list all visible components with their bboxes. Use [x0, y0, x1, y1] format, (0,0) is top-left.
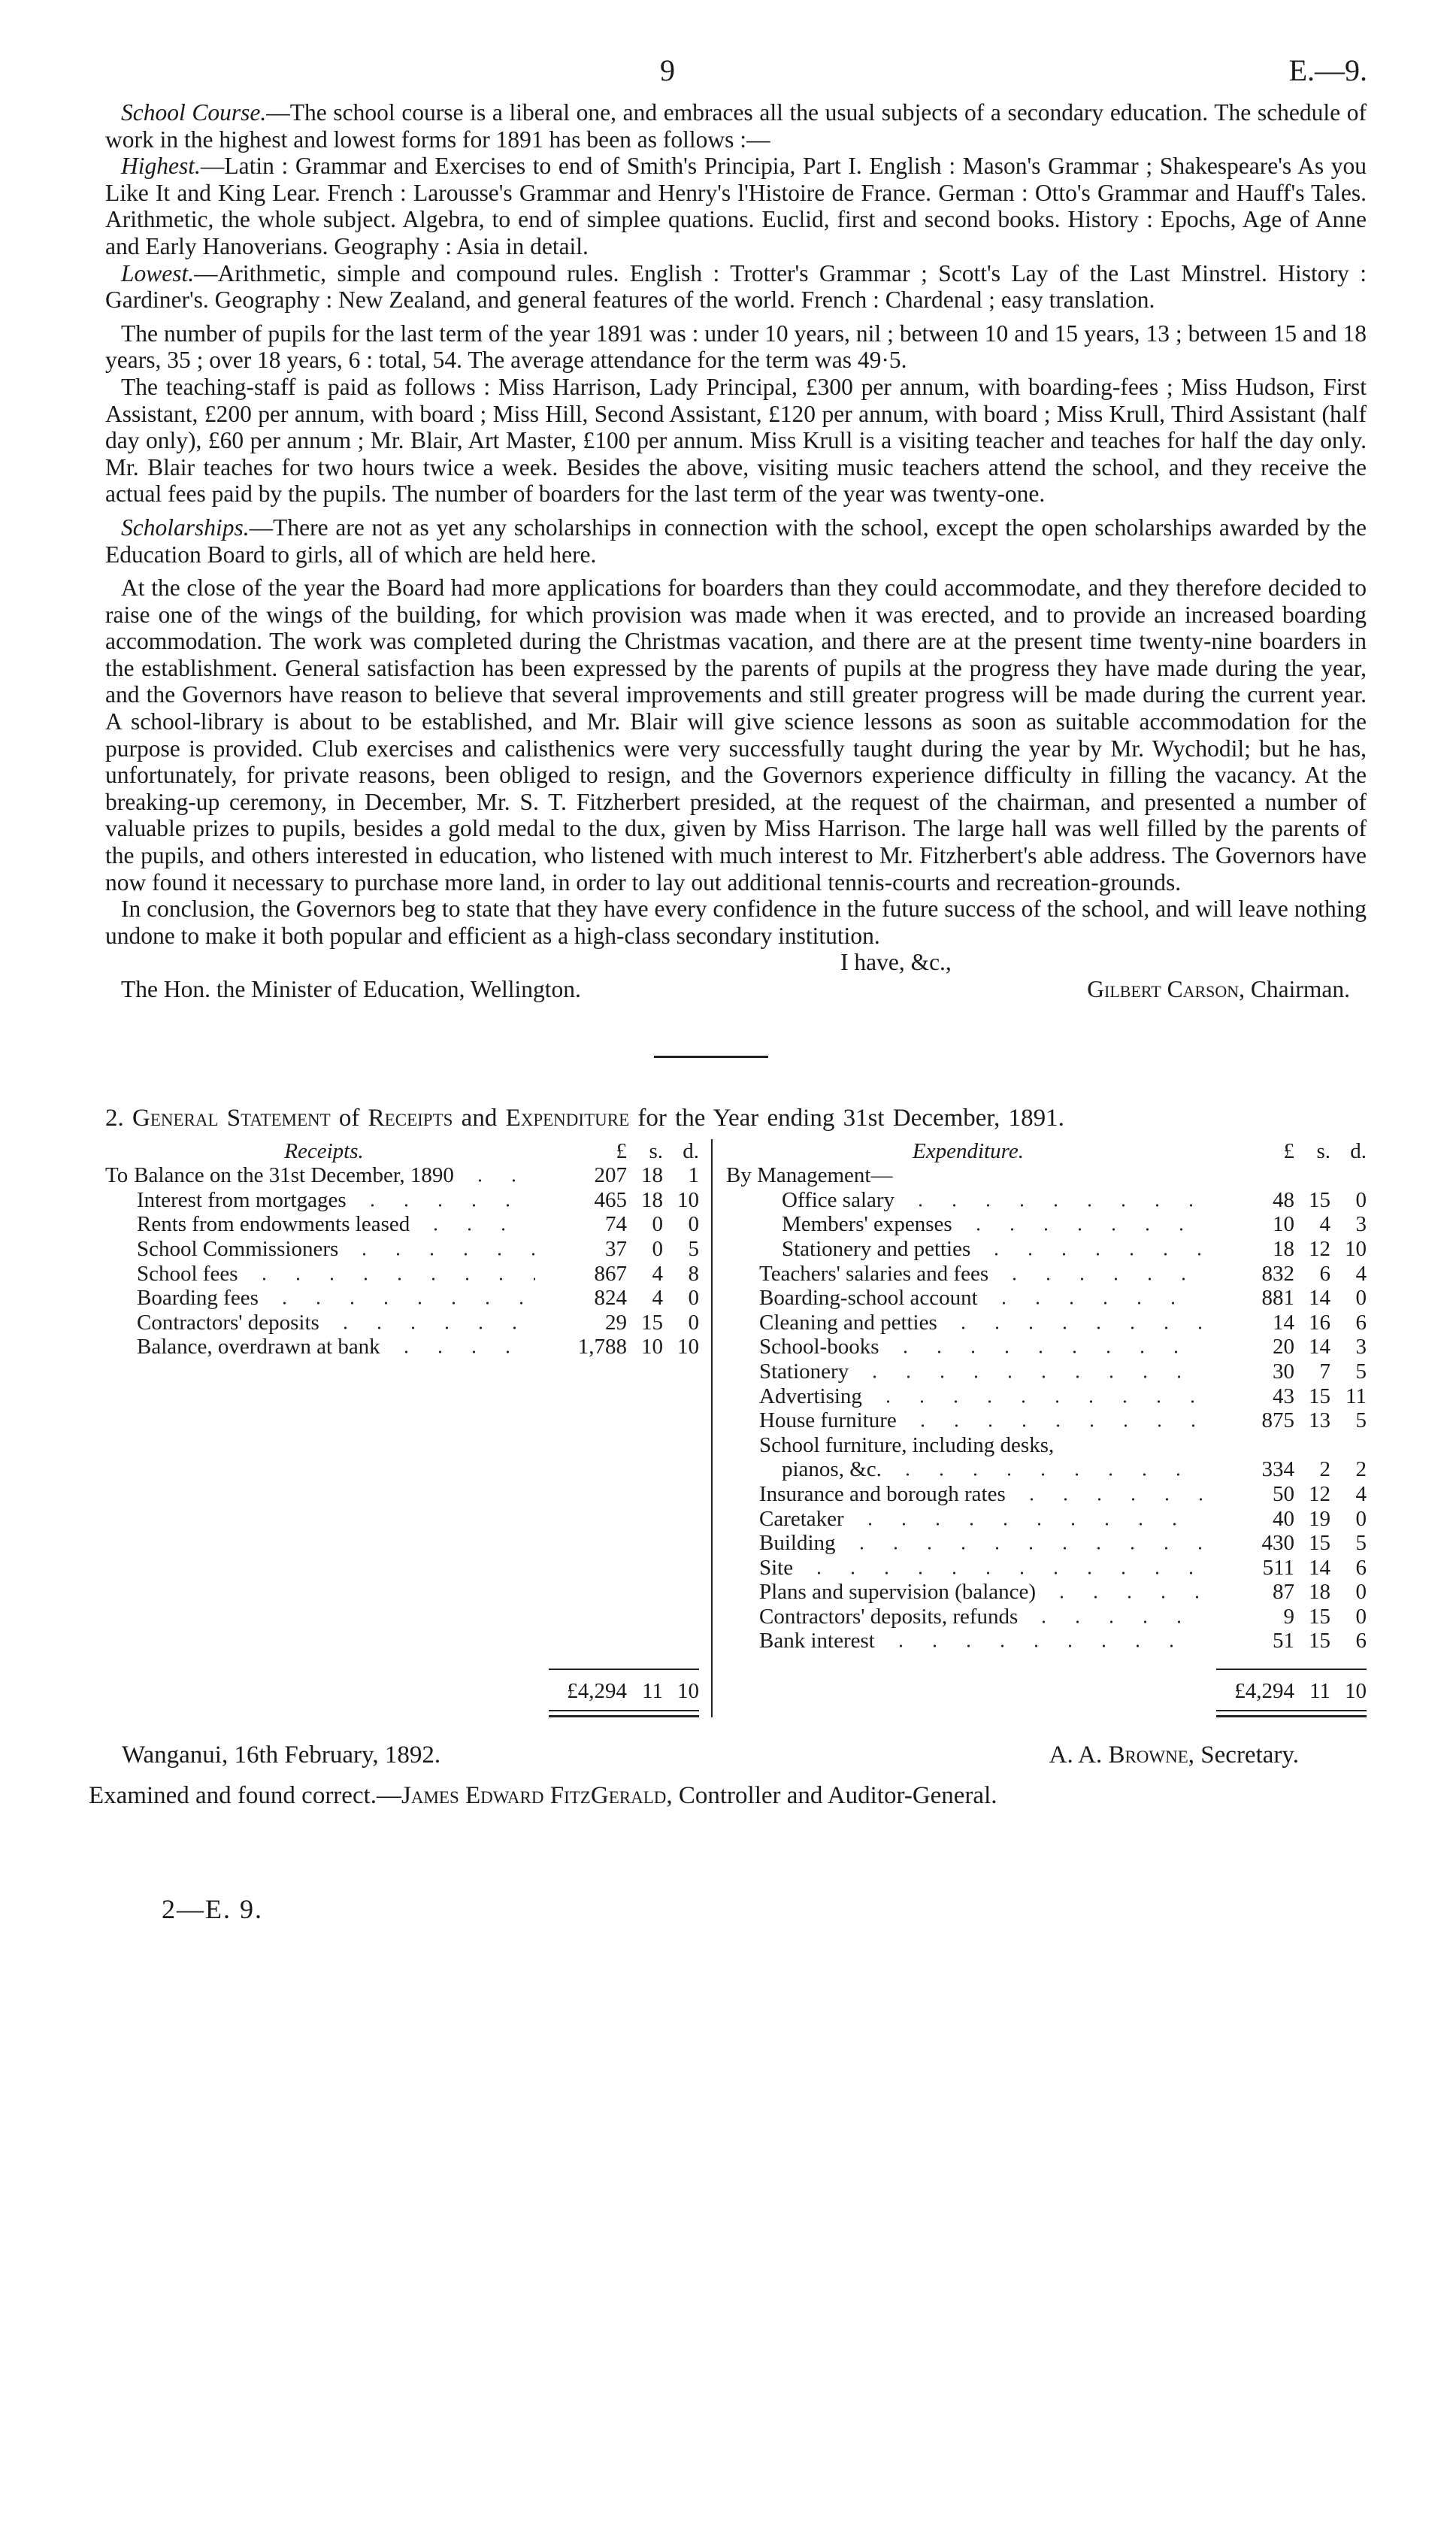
table-row	[726, 1482, 1367, 1507]
examined-text: Examined and found correct.—	[89, 1781, 402, 1809]
row-label	[759, 1531, 1210, 1556]
paragraph-lead: Lowest.	[121, 259, 195, 286]
place-date: Wanganui, 16th February, 1892.	[122, 1741, 441, 1769]
paragraph-lowest	[105, 260, 1367, 314]
amount-shillings: 7	[1319, 1359, 1330, 1384]
signoff-line	[105, 1740, 1367, 1770]
row-label	[782, 1457, 1210, 1482]
statement-tables	[105, 1139, 1367, 1717]
paragraph-highest	[105, 153, 1367, 259]
amount-pence: d.	[683, 1138, 699, 1163]
row-label-text: Balance, overdrawn at bank	[137, 1335, 380, 1359]
row-label-text: Receipts.	[284, 1138, 364, 1163]
document-reference: E.—9.	[1288, 53, 1367, 87]
amount-shillings: 12	[1309, 1481, 1330, 1506]
table-row	[726, 1335, 1367, 1359]
table-row	[726, 1384, 1367, 1409]
dot-leader	[247, 1278, 536, 1281]
table-row	[105, 1286, 699, 1311]
amount-pounds: 867	[594, 1261, 627, 1286]
title-part: Expenditure	[505, 1104, 630, 1132]
row-label-text: School fees	[137, 1261, 238, 1286]
dot-leader	[1015, 1498, 1203, 1501]
amount-shillings: 6	[1319, 1261, 1330, 1286]
table-row	[726, 1433, 1367, 1458]
amount-pounds: 824	[594, 1286, 627, 1311]
amount-shillings: 18	[641, 1163, 663, 1188]
table-row	[726, 1188, 1367, 1213]
paragraph-text: —Arithmetic, simple and compound rules. English : Trotter's Grammar ; Scott's Lay of the Last Minstrel. History : Gardiner's. Geography : New Zealand, and general features of the world. French : Chardenal ; easy translation.	[105, 259, 1367, 314]
auditor-name: James Edward FitzGerald	[401, 1781, 667, 1809]
dot-leader	[858, 1375, 1203, 1378]
row-label	[137, 1237, 543, 1262]
amount-pence: 6	[1355, 1310, 1367, 1335]
amount-shillings: 14	[1309, 1335, 1330, 1359]
amount-pence: 5	[1355, 1359, 1367, 1384]
row-label-text: Boarding fees	[137, 1286, 259, 1311]
amount-shillings: 11	[1309, 1679, 1330, 1704]
signature-line	[105, 976, 1367, 1003]
dot-leader	[268, 1302, 535, 1305]
page-content	[89, 99, 1367, 1925]
paragraph-lead: Scholarships.	[121, 514, 250, 541]
amount-pence: 5	[1355, 1408, 1367, 1433]
secretary-name: Browne	[1108, 1741, 1188, 1769]
row-label-text: Stationery and petties	[782, 1236, 971, 1261]
table-row	[726, 1531, 1367, 1556]
amount-pounds: 40	[1273, 1506, 1294, 1531]
row-label-text: Advertising	[759, 1384, 862, 1408]
row-label-text: Interest from mortgages	[137, 1187, 347, 1212]
table-row	[726, 1408, 1367, 1433]
group-heading	[726, 1163, 1367, 1188]
amount-pence: 6	[1355, 1555, 1367, 1580]
amount-pence: 0	[1355, 1604, 1367, 1629]
dot-leader	[853, 1523, 1203, 1526]
row-label-text: Caretaker	[759, 1506, 844, 1531]
table-row	[105, 1311, 699, 1335]
valediction: I have, &c.,	[840, 949, 952, 976]
row-label	[782, 1188, 1210, 1213]
row-label-text: Balance on the 31st December, 1890	[134, 1163, 454, 1188]
row-label	[105, 1163, 543, 1188]
row-label-text: Site	[759, 1555, 794, 1580]
paragraph-school-course	[105, 99, 1367, 153]
table-row	[726, 1556, 1367, 1581]
amount-pounds: 48	[1273, 1187, 1294, 1212]
row-label	[759, 1335, 1210, 1359]
total-double-rule	[549, 1710, 699, 1717]
paragraph-text: —There are not as yet any scholarships in connection with the school, except the open scholarships awarded by the Education Board to girls, all of which are held here.	[105, 514, 1367, 568]
dot-leader	[1045, 1596, 1203, 1599]
dot-leader	[946, 1326, 1203, 1329]
amount-pence: 5	[688, 1236, 699, 1261]
table-row	[726, 1580, 1367, 1605]
amount-shillings: 18	[1309, 1580, 1330, 1605]
addressee: The Hon. the Minister of Education, Wellington.	[121, 976, 581, 1002]
amount-pounds: 43	[1273, 1384, 1294, 1408]
amount-pounds: 18	[1273, 1236, 1294, 1261]
table-row	[726, 1605, 1367, 1629]
row-label	[137, 1262, 543, 1287]
row-label-text: Stationery	[759, 1359, 849, 1384]
row-label-text: Contractors' deposits, refunds	[759, 1604, 1019, 1629]
amount-pounds: 51	[1273, 1629, 1294, 1653]
total-row	[726, 1679, 1367, 1704]
amount-pounds: £	[616, 1138, 627, 1163]
row-label	[759, 1408, 1210, 1433]
row-label-text: House furniture	[759, 1408, 897, 1433]
signatory-title: , Chairman.	[1239, 976, 1350, 1002]
row-label-text: Contractors' deposits	[137, 1310, 319, 1335]
row-label	[137, 1311, 543, 1335]
amount-shillings: s.	[1316, 1138, 1330, 1163]
column-header	[726, 1139, 1367, 1164]
row-label	[759, 1482, 1210, 1507]
amount-pounds: 875	[1261, 1408, 1294, 1433]
table-row	[726, 1629, 1367, 1653]
section-divider	[654, 1056, 768, 1058]
row-label-text: pianos, &c.	[782, 1457, 882, 1482]
amount-pounds: 334	[1261, 1457, 1294, 1482]
row-label	[759, 1433, 1210, 1458]
table-row	[726, 1507, 1367, 1532]
dot-leader	[987, 1302, 1203, 1305]
dot-leader	[328, 1326, 535, 1329]
amount-pence: 4	[1355, 1261, 1367, 1286]
total-double-rule	[1216, 1710, 1367, 1717]
amount-pounds: 10	[1273, 1212, 1294, 1237]
row-label-text: By Management—	[726, 1163, 893, 1188]
row-label	[726, 1139, 1210, 1164]
title-part: and	[461, 1104, 498, 1132]
amount-pounds: 465	[594, 1187, 627, 1212]
amount-pence: 3	[1355, 1212, 1367, 1237]
row-label-text: Boarding-school account	[759, 1286, 978, 1311]
paragraph-lead: School Course.	[121, 99, 267, 126]
amount-shillings: 15	[1309, 1187, 1330, 1212]
amount-shillings: 10	[641, 1335, 663, 1359]
title-part: of	[338, 1104, 360, 1132]
row-label	[759, 1556, 1210, 1581]
amount-shillings: 4	[1319, 1212, 1330, 1237]
amount-shillings: 13	[1309, 1408, 1330, 1433]
row-label-text: Expenditure.	[913, 1138, 1024, 1163]
signatory	[1087, 976, 1350, 1003]
row-label	[137, 1286, 543, 1311]
amount-pounds: 832	[1261, 1261, 1294, 1286]
dot-leader	[871, 1400, 1203, 1403]
row-label-text: Insurance and borough rates	[759, 1481, 1006, 1506]
table-row	[105, 1335, 699, 1359]
total-rule	[549, 1669, 699, 1670]
amount-pounds: £	[1283, 1138, 1294, 1163]
dot-leader	[961, 1228, 1203, 1231]
dot-leader	[888, 1350, 1203, 1353]
amount-pence: 10	[677, 1679, 699, 1704]
table-row	[105, 1262, 699, 1287]
page-footer: 2—E. 9.	[162, 1893, 263, 1924]
amount-pounds: £4,294	[567, 1679, 627, 1704]
table-row	[105, 1163, 699, 1188]
paragraph-conclusion: In conclusion, the Governors beg to state that they have every confidence in the future success of the school, and will leave nothing undone to make it both popular and efficient as a high-class secondary institution.	[105, 896, 1367, 949]
row-label	[759, 1311, 1210, 1335]
amount-pounds: 30	[1273, 1359, 1294, 1384]
amount-shillings: 0	[652, 1236, 663, 1261]
amount-pence: 0	[1355, 1187, 1367, 1212]
auditor-title: , Controller and Auditor-General.	[666, 1781, 997, 1809]
amount-pence: 0	[688, 1310, 699, 1335]
statement-title	[105, 1103, 1367, 1133]
row-label-text: Teachers' salaries and fees	[759, 1261, 989, 1286]
row-label-text: Bank interest	[759, 1629, 875, 1653]
row-label	[726, 1163, 1210, 1188]
expenditure-table	[711, 1139, 1367, 1717]
row-label	[105, 1139, 543, 1164]
dot-leader	[802, 1572, 1203, 1575]
spacer	[105, 1359, 699, 1653]
amount-pence: 5	[1355, 1531, 1367, 1556]
row-label	[759, 1262, 1210, 1287]
row-label	[759, 1507, 1210, 1532]
amount-pence: 0	[1355, 1580, 1367, 1605]
table-row	[726, 1237, 1367, 1262]
report-body	[105, 99, 1367, 1003]
auditor-certification	[89, 1781, 1367, 1811]
row-label-text: School-books	[759, 1335, 879, 1359]
row-label	[137, 1212, 543, 1237]
amount-pence: 1	[688, 1163, 699, 1188]
paragraph-pupils: The number of pupils for the last term of the year 1891 was : under 10 years, nil ; between 10 and 15 years, 13 ; between 15 and 18 years, 35 ; over 18 years, 6 : total, 54. The average attendance for the term was 49·5.	[105, 320, 1367, 374]
amount-pence: d.	[1350, 1138, 1367, 1163]
amount-pounds: 207	[594, 1163, 627, 1188]
dot-leader	[347, 1253, 535, 1256]
amount-pounds: 50	[1273, 1481, 1294, 1506]
amount-pence: 0	[688, 1212, 699, 1237]
amount-pounds: 1,788	[577, 1335, 627, 1359]
amount-pounds: 14	[1273, 1310, 1294, 1335]
secretary-initials: A. A.	[1049, 1741, 1103, 1769]
amount-pence: 0	[1355, 1286, 1367, 1311]
dot-leader	[419, 1228, 535, 1231]
amount-pounds: 37	[605, 1236, 627, 1261]
table-row	[726, 1212, 1367, 1237]
row-label-text: Members' expenses	[782, 1212, 952, 1237]
dot-leader	[904, 1204, 1203, 1207]
amount-shillings: 4	[652, 1286, 663, 1311]
amount-shillings: 2	[1319, 1457, 1330, 1482]
table-row	[105, 1188, 699, 1213]
page-number: 9	[660, 53, 675, 87]
amount-pounds: 511	[1262, 1555, 1294, 1580]
amount-pence: 2	[1355, 1457, 1367, 1482]
row-label-text: School furniture, including desks,	[759, 1432, 1055, 1457]
amount-pounds: 74	[605, 1212, 627, 1237]
amount-shillings: 19	[1309, 1506, 1330, 1531]
amount-pence: 10	[677, 1335, 699, 1359]
paragraph-text: —The school course is a liberal one, and embraces all the usual subjects of a secondary education. The schedule of work in the highest and lowest forms for 1891 has been as follows :—	[105, 99, 1367, 153]
row-label	[137, 1335, 543, 1359]
amount-shillings: 11	[642, 1679, 663, 1704]
table-row	[726, 1311, 1367, 1335]
amount-shillings: 14	[1309, 1286, 1330, 1311]
dot-leader	[1027, 1620, 1203, 1623]
row-label	[137, 1188, 543, 1213]
title-part: Receipts	[368, 1104, 453, 1132]
title-part: for the Year ending 31st December, 1891.	[637, 1104, 1064, 1132]
row-label-text: School Commissioners	[137, 1236, 339, 1261]
amount-pence: 10	[677, 1187, 699, 1212]
row-label	[759, 1605, 1210, 1629]
statement-number: 2.	[105, 1104, 124, 1132]
amount-pounds: £4,294	[1234, 1679, 1294, 1704]
column-header	[105, 1139, 699, 1164]
amount-pounds: 29	[605, 1310, 627, 1335]
paragraph-board: At the close of the year the Board had more applications for boarders than they could accommodate, and they therefore decided to raise one of the wings of the building, for which provision was made when it was erected, and to provide an increased boarding accommodation. The work was completed during the Christmas vacation, and there are at the present time twenty-nine boarders in the establishment. General satisfaction has been expressed by the parents of pupils at the progress they have made during the year, and the Governors have reason to believe that several improvements and still greater progress will be made during the current year. A school-library is about to be established, and Mr. Blair will give science lessons as soon as suitable accommodation for the purpose is provided. Club exercises and calisthenics were very successfully taught during the year by Mr. Wychodil; but he has, unfortunately, for private reasons, been obliged to resign, and the Governors experience difficulty in filling the vacancy. At the breaking-up ceremony, in December, Mr. S. T. Fitzherbert presided, at the request of the chairman, and presented a number of valuable prizes to pupils, besides a gold medal to the dux, given by Miss Harrison. The large hall was well filled by the parents of the pupils, and others interested in education, who listened with much interest to Mr. Fitzherbert's able address. The Governors have now found it necessary to purchase more land, in order to lay out additional tennis-courts and recreation-grounds.	[105, 574, 1367, 896]
amount-shillings: 12	[1309, 1236, 1330, 1261]
row-label-text: Rents from endowments leased	[137, 1212, 410, 1237]
dot-leader	[356, 1204, 535, 1207]
amount-pence: 3	[1355, 1335, 1367, 1359]
dot-leader	[463, 1179, 535, 1182]
total-rule	[1216, 1669, 1367, 1670]
row-label	[759, 1384, 1210, 1409]
row-label	[759, 1286, 1210, 1311]
total-row	[105, 1679, 699, 1704]
amount-pence: 10	[1345, 1679, 1367, 1704]
amount-shillings: 15	[1309, 1531, 1330, 1556]
dot-leader	[906, 1424, 1203, 1427]
signatory-name: Gilbert Carson	[1087, 976, 1240, 1002]
table-row	[726, 1262, 1367, 1287]
title-part: General Statement	[132, 1104, 331, 1132]
amount-shillings: 15	[1309, 1629, 1330, 1653]
row-label-text: Plans and supervision (balance)	[759, 1580, 1037, 1605]
row-label	[782, 1212, 1210, 1237]
amount-pence: 0	[1355, 1506, 1367, 1531]
dot-leader	[884, 1644, 1203, 1647]
amount-pounds: 430	[1261, 1531, 1294, 1556]
amount-pence: 10	[1345, 1236, 1367, 1261]
dot-leader	[389, 1350, 535, 1353]
paragraph-text: —Latin : Grammar and Exercises to end of Smith's Principia, Part I. English : Mason's Grammar ; Shakespeare's As you Like It and King Lear. French : Larousse's Grammar and Henry's l'Histoire de France. German : Otto's Grammar and Hauff's Tales. Arithmetic, the whole subject. Algebra, to end of simplee quations. Euclid, first and second books. History : Epochs, Age of Anne and Early Hanoverians. Geography : Asia in detail.	[105, 153, 1367, 259]
row-label-text: Office salary	[782, 1187, 895, 1212]
row-label-text: Building	[759, 1531, 836, 1556]
table-row	[105, 1237, 699, 1262]
paragraph-scholarships	[105, 514, 1367, 568]
table-row	[726, 1286, 1367, 1311]
amount-pence: 6	[1355, 1629, 1367, 1653]
row-label	[759, 1580, 1210, 1605]
dot-leader	[891, 1473, 1203, 1476]
row-label	[782, 1237, 1210, 1262]
amount-shillings: 15	[1309, 1604, 1330, 1629]
dot-leader	[979, 1253, 1203, 1256]
table-row	[726, 1359, 1367, 1384]
row-label-text: Cleaning and petties	[759, 1310, 937, 1335]
amount-shillings: 4	[652, 1261, 663, 1286]
table-row	[105, 1212, 699, 1237]
amount-pence: 11	[1346, 1384, 1367, 1408]
amount-shillings: 15	[1309, 1384, 1330, 1408]
amount-pounds: 20	[1273, 1335, 1294, 1359]
amount-pounds: 87	[1273, 1580, 1294, 1605]
amount-pence: 8	[688, 1261, 699, 1286]
paragraph-lead: Highest.	[121, 153, 201, 180]
amount-shillings: 16	[1309, 1310, 1330, 1335]
row-prefix: To	[105, 1163, 129, 1188]
amount-pounds: 881	[1261, 1286, 1294, 1311]
amount-pence: 4	[1355, 1481, 1367, 1506]
receipts-table	[105, 1139, 711, 1717]
amount-shillings: 18	[641, 1187, 663, 1212]
amount-pence: 0	[688, 1286, 699, 1311]
row-label	[759, 1629, 1210, 1653]
amount-shillings: s.	[649, 1138, 663, 1163]
dot-leader	[997, 1278, 1203, 1281]
amount-shillings: 14	[1309, 1555, 1330, 1580]
amount-pounds: 9	[1283, 1604, 1294, 1629]
row-label	[759, 1359, 1210, 1384]
table-row	[726, 1457, 1367, 1482]
amount-shillings: 0	[652, 1212, 663, 1237]
secretary-signature	[1049, 1740, 1299, 1770]
amount-shillings: 15	[641, 1310, 663, 1335]
dot-leader	[845, 1547, 1203, 1550]
paragraph-staff: The teaching-staff is paid as follows : Miss Harrison, Lady Principal, £300 per annum, with boarding-fees ; Miss Hudson, First Assistant, £200 per annum, with board ; Miss Hill, Second Assistant, £120 per annum, with board ; Miss Krull, Third Assistant (half day only), £60 per annum ; Mr. Blair, Art Master, £100 per annum. Miss Krull is a visiting teacher and teaches for half the day only. Mr. Blair teaches for two hours twice a week. Besides the above, visiting music teachers attend the school, and they receive the actual fees paid by the pupils. The number of boarders for the last term of the year was twenty-one.	[105, 373, 1367, 508]
secretary-title: , Secretary.	[1188, 1741, 1299, 1769]
